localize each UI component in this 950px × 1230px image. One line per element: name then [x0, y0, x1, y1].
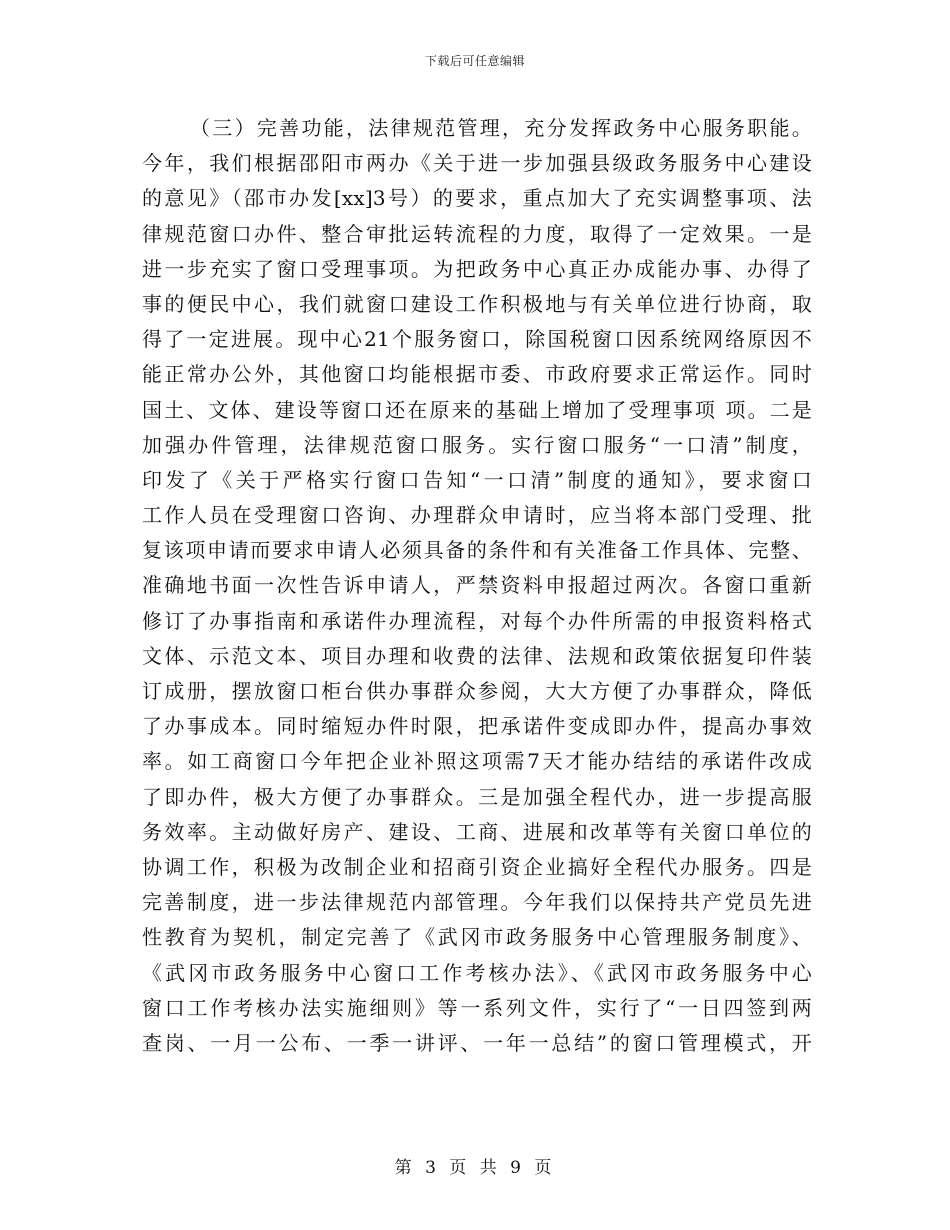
paragraph-line: 了即办件，极大方便了办事群众。三是加强全程代办，进一步提高服	[142, 784, 812, 809]
paragraph-line: 率。如工商窗口今年把企业补照这项需7天才能办结结的承诺件改成	[142, 749, 812, 774]
paragraph-line: 事的便民中心，我们就窗口建设工作积极地与有关单位进行协商，取	[142, 291, 812, 316]
page-number: 第 3 页 共 9 页	[394, 1158, 556, 1178]
paragraph-line: 复该项申请而要求申请人必须具备的条件和有关准备工作具体、完整、	[142, 538, 812, 563]
paragraph-line: 了办事成本。同时缩短办件时限，把承诺件变成即办件，提高办事效	[142, 714, 812, 739]
paragraph-line: 进一步充实了窗口受理事项。为把政务中心真正办成能办事、办得了	[142, 256, 812, 281]
paragraph-line: 印发了《关于严格实行窗口告知“一口清”制度的通知》，要求窗口	[142, 467, 812, 492]
paragraph-line: 工作人员在受理窗口咨询、办理群众申请时，应当将本部门受理、批	[142, 503, 812, 528]
paragraph-line: 性教育为契机，制定完善了《武冈市政务服务中心管理服务制度》、	[142, 925, 812, 950]
paragraph-line: 的意见》（邵市办发[xx]3号）的要求，重点加大了充实调整事项、法	[142, 186, 812, 211]
header-note: 下载后可任意编辑	[424, 54, 525, 68]
paragraph-line: 能正常办公外，其他窗口均能根据市委、市政府要求正常运作。同时	[142, 362, 812, 387]
paragraph-line: 准确地书面一次性告诉申请人，严禁资料申报超过两次。各窗口重新	[142, 573, 812, 598]
paragraph-line: 今年，我们根据邵阳市两办《关于进一步加强县级政务服务中心建设	[142, 151, 812, 176]
paragraph-line: 务效率。主动做好房产、建设、工商、进展和改革等有关窗口单位的	[142, 819, 812, 844]
paragraph-line: （三）完善功能，法律规范管理，充分发挥政务中心服务职能。	[190, 116, 812, 140]
paragraph-line: 查岗、一月一公布、一季一讲评、一年一总结”的窗口管理模式，开	[142, 1030, 812, 1055]
document-body	[142, 111, 812, 1061]
paragraph-line: 订成册，摆放窗口柜台供办事群众参阅，大大方便了办事群众，降低	[142, 679, 812, 703]
paragraph-line: 得了一定进展。现中心21个服务窗口，除国税窗口因系统网络原因不	[142, 327, 812, 352]
paragraph-line: 文体、示范文本、项目办理和收费的法律、法规和政策依据复印件装	[142, 643, 812, 668]
paragraph-line: 窗口工作考核办法实施细则》等一系列文件，实行了“一日四签到两	[142, 995, 812, 1020]
paragraph-line: 《武冈市政务服务中心窗口工作考核办法》、《武冈市政务服务中心	[142, 960, 812, 985]
paragraph-line: 国土、文体、建设等窗口还在原来的基础上增加了受理事项 项。二是	[142, 397, 812, 422]
paragraph-line: 完善制度，进一步法律规范内部管理。今年我们以保持共产党员先进	[142, 890, 812, 915]
paragraph-line: 协调工作，积极为改制企业和招商引资企业搞好全程代办服务。四是	[142, 854, 812, 879]
paragraph-line: 修订了办事指南和承诺件办理流程，对每个办件所需的申报资料格式	[142, 608, 812, 633]
paragraph-line: 加强办件管理，法律规范窗口服务。实行窗口服务“一口清”制度，	[142, 432, 812, 457]
paragraph-line: 律规范窗口办件、整合审批运转流程的力度，取得了一定效果。一是	[142, 221, 812, 246]
